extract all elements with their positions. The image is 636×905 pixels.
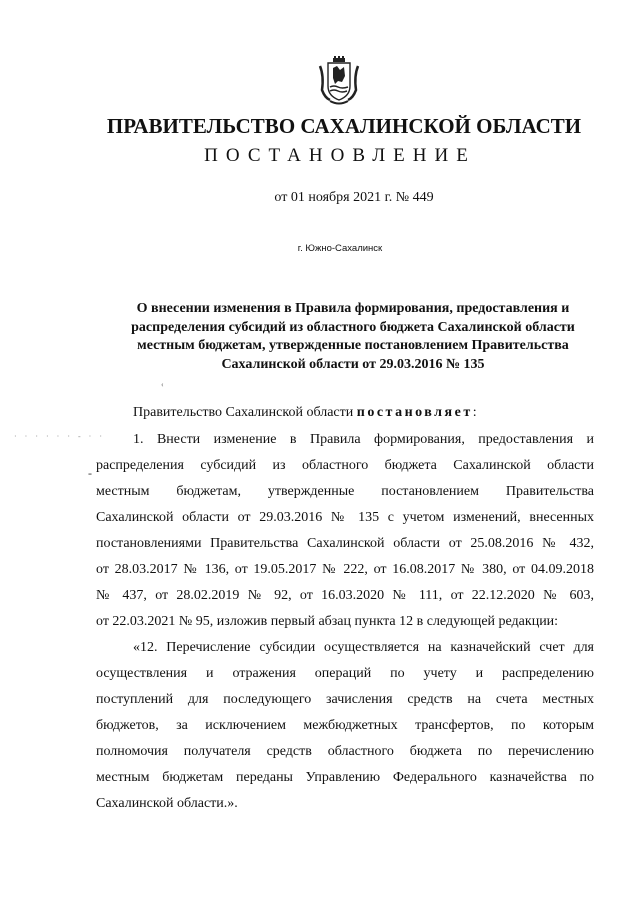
preamble-text: Правительство Сахалинской области	[133, 405, 357, 420]
city-name: г. Южно-Сахалинск	[297, 243, 383, 254]
subject-line: О внесении изменения в Правила формирования, предоставления и	[136, 301, 570, 316]
quote-line: осуществления и отражения операций по учету и распределению	[96, 666, 594, 681]
document-subject	[108, 300, 598, 374]
subject-line: распределения субсидий из областного бюджета Сахалинской области	[131, 319, 575, 335]
quote-line: Сахалинской области.».	[96, 796, 238, 811]
organization-title: ПРАВИТЕЛЬСТВО САХАЛИНСКОЙ ОБЛАСТИ	[106, 114, 582, 138]
item1-line: Сахалинской области от 29.03.2016 № 135 с учетом изменений, внесенных	[96, 510, 594, 525]
quote-line: полномочия получателя средств областного бюджета по перечислению	[96, 744, 594, 759]
item1-line: от 28.03.2017 № 136, от 19.05.2017 № 222, от 16.08.2017 № 380, от 04.09.2018	[96, 562, 594, 577]
scan-artifact: · · · · · · - · ·	[14, 432, 105, 441]
subject-line: Сахалинской области от 29.03.2016 № 135	[221, 356, 485, 372]
preamble-colon: :	[472, 405, 477, 420]
preamble-verb: постановляет	[356, 405, 473, 420]
item1-line: местным бюджетам, утвержденные постановлением Правительства	[96, 484, 594, 499]
item1-line: постановлениями Правительства Сахалинской области от 25.08.2016 № 432,	[96, 536, 594, 551]
quote-line: «12. Перечисление субсидии осуществляется на казначейский счет для	[133, 640, 594, 655]
preamble	[133, 403, 594, 423]
subject-line: местным бюджетам, утвержденные постановлением Правительства	[137, 338, 569, 353]
item1-line: распределения субсидий из областного бюджета Сахалинской области	[96, 458, 594, 473]
sakhalin-coat-of-arms-icon	[316, 56, 362, 106]
quote-line: поступлений для последующего зачисления средств на счета местных	[96, 692, 594, 707]
item1-line: 1. Внести изменение в Правила формирования, предоставления и	[133, 432, 594, 447]
quote-line: местным бюджетам переданы Управлению Федерального казначейства по	[96, 770, 594, 785]
quote-line: бюджетов, за исключением межбюджетных трансфертов, по которым	[96, 718, 594, 733]
date-number: от 01 ноября 2021 г. № 449	[274, 190, 434, 205]
scan-artifact: -	[88, 466, 92, 480]
document-type: ПОСТАНОВЛЕНИЕ	[204, 145, 476, 166]
item1-line: от 22.03.2021 № 95, изложив первый абзац пункта 12 в следующей редакции:	[96, 614, 559, 629]
scan-artifact: ‹	[161, 380, 164, 389]
item1-line: № 437, от 28.02.2019 № 92, от 16.03.2020 № 111, от 22.12.2020 № 603,	[96, 588, 594, 603]
